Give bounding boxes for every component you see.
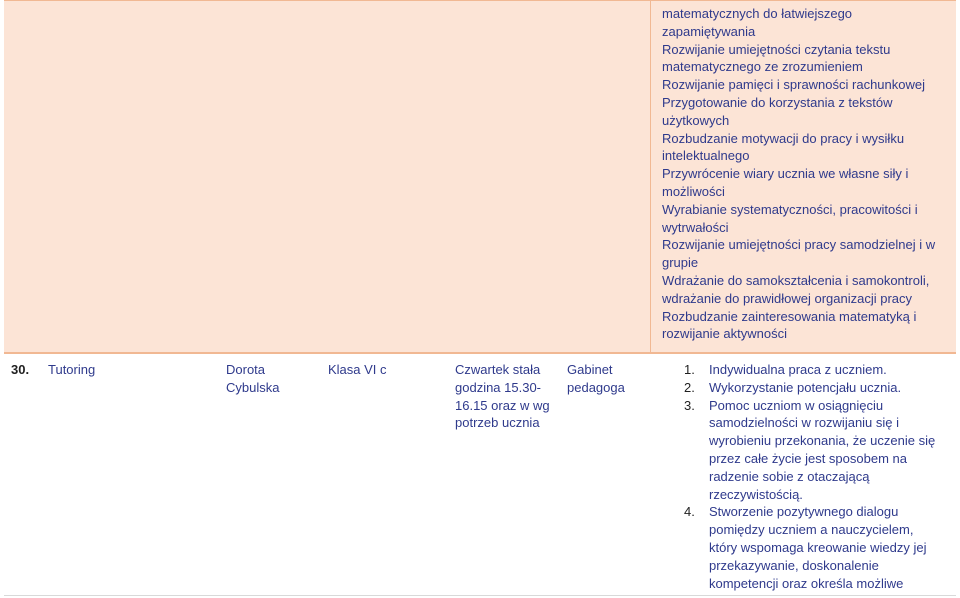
goal-text: Stworzenie pozytywnego dialogu — [709, 504, 899, 520]
goal-text: pomiędzy uczniem a nauczycielem, — [709, 522, 914, 538]
goal-text: wyrobieniu przekonania, że uczenie się — [709, 433, 936, 449]
goal-line: możliwości — [662, 183, 725, 199]
goal-item — [684, 379, 954, 397]
bottom-border — [4, 595, 956, 596]
goal-line: Wyrabianie systematyczności, pracowitości i — [662, 201, 918, 217]
goal-text: Pomoc uczniom w osiągnięciu — [709, 397, 884, 413]
goal-text: radzenie sobie z otaczającą — [709, 468, 870, 484]
time-line: Czwartek stała — [455, 362, 541, 377]
goal-line: Wdrażanie do samokształcenia i samokontroli, — [662, 272, 930, 288]
goal-line: użytkowych — [662, 112, 730, 128]
goal-line: intelektualnego — [662, 148, 750, 164]
place-line: Gabinet — [567, 362, 613, 377]
goal-item — [684, 361, 954, 379]
goal-number: 1. — [684, 362, 695, 377]
goal-text: przez całe życie jest sposobem na — [709, 450, 907, 466]
goal-line: matematycznego ze zrozumieniem — [662, 59, 863, 75]
goal-item — [684, 503, 954, 592]
goal-line: Rozwijanie umiejętności pracy samodzielnej i w — [662, 237, 936, 253]
goal-text: kompetencji oraz określa możliwe — [709, 575, 904, 591]
time-line: godzina 15.30- — [455, 379, 542, 395]
goal-text: Wykorzystanie potencjału ucznia. — [709, 379, 902, 395]
goal-line: zapamiętywania — [662, 23, 756, 39]
time-line: potrzeb ucznia — [455, 415, 540, 431]
place-line: pedagoga — [567, 379, 625, 395]
teacher-first-name: Dorota — [226, 362, 266, 377]
goal-item — [684, 397, 954, 504]
goal-text: przekazywanie, doskonalenie — [709, 557, 879, 573]
activity-name: Tutoring — [48, 362, 96, 377]
goal-text: Indywidualna praca z uczniem. — [709, 362, 887, 377]
goal-line: Rozbudzanie motywacji do pracy i wysiłku — [662, 130, 905, 146]
goal-line: Przywrócenie wiary ucznia we własne siły i — [662, 166, 909, 182]
column-divider — [650, 0, 651, 352]
goal-line: matematycznych do łatwiejszego — [662, 6, 853, 21]
goal-line: Rozwijanie pamięci i sprawności rachunkowej — [662, 77, 926, 93]
goal-text: rzeczywistością. — [709, 486, 803, 502]
goal-number: 3. — [684, 397, 695, 413]
goal-number: 4. — [684, 504, 695, 520]
teacher-name — [226, 361, 279, 397]
goal-line: grupie — [662, 255, 699, 271]
goal-line: rozwijanie aktywności — [662, 326, 787, 342]
previous-row-goals — [662, 5, 952, 343]
goal-line: Rozwijanie umiejętności czytania tekstu — [662, 41, 891, 57]
row-separator — [4, 352, 956, 354]
teacher-last-name: Cybulska — [226, 379, 280, 395]
goal-line: Przygotowanie do korzystania z tekstów — [662, 94, 893, 110]
class-name: Klasa VI c — [328, 362, 387, 377]
goal-line: Rozbudzanie zainteresowania matematyką i — [662, 308, 917, 324]
row-number: 30. — [11, 362, 30, 377]
goal-text: który wspomaga kreowanie wiedzy jej — [709, 539, 927, 555]
time-line: 16.15 oraz w wg — [455, 397, 550, 413]
goal-line: wytrwałości — [662, 219, 729, 235]
goal-line: wdrażanie do prawidłowej organizacji pracy — [662, 290, 913, 306]
goals-list — [684, 361, 954, 592]
location — [567, 361, 647, 397]
schedule-time — [455, 361, 565, 432]
goal-number: 2. — [684, 379, 695, 395]
goal-text: samodzielności w rozwijaniu się i — [709, 415, 900, 431]
